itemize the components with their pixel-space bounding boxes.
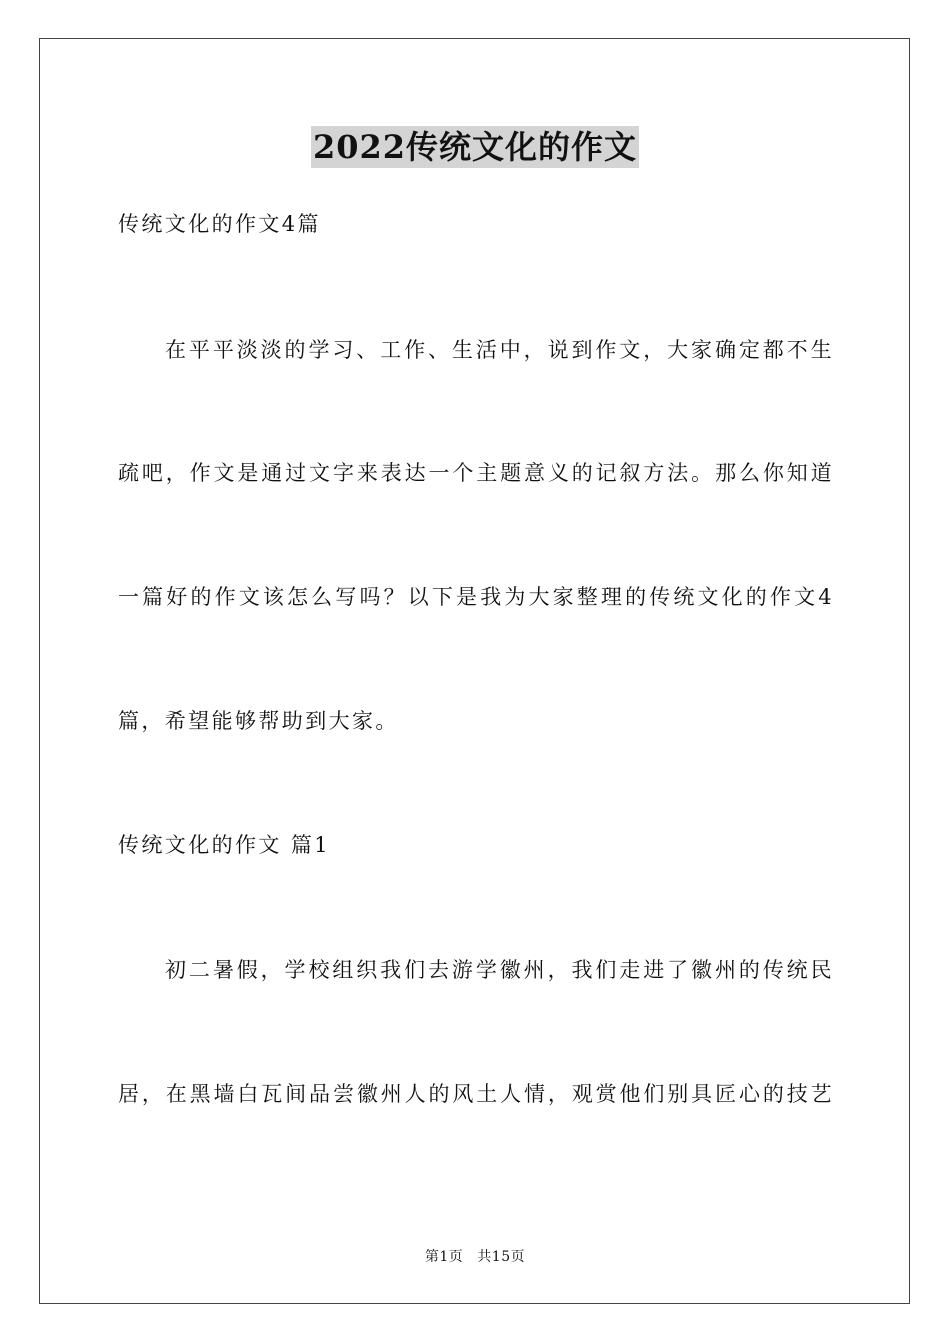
intro-line-3: 一篇好的作文该怎么写吗？以下是我为大家整理的传统文化的作文4: [118, 585, 834, 609]
page-current: 第1页: [424, 1249, 464, 1265]
section-heading: 传统文化的作文 篇1: [118, 833, 331, 857]
page-total: 共15页: [477, 1249, 526, 1265]
intro-line-4: 篇，希望能够帮助到大家。: [118, 709, 399, 733]
intro-line-1: 在平平淡淡的学习、工作、生活中，说到作文，大家确定都不生: [165, 338, 834, 362]
section-line-1: 初二暑假，学校组织我们去游学徽州，我们走进了徽州的传统民: [165, 958, 834, 982]
intro-line-2: 疏吧，作文是通过文字来表达一个主题意义的记叙方法。那么你知道: [118, 461, 834, 485]
section-line-2: 居，在黑墙白瓦间品尝徽州人的风土人情，观赏他们别具匠心的技艺: [118, 1082, 834, 1106]
page-footer: [0, 1247, 950, 1267]
document-title: 2022传统文化的作文: [312, 128, 638, 166]
title-wrap: [0, 126, 950, 168]
document-subtitle: 传统文化的作文4篇: [118, 212, 321, 236]
